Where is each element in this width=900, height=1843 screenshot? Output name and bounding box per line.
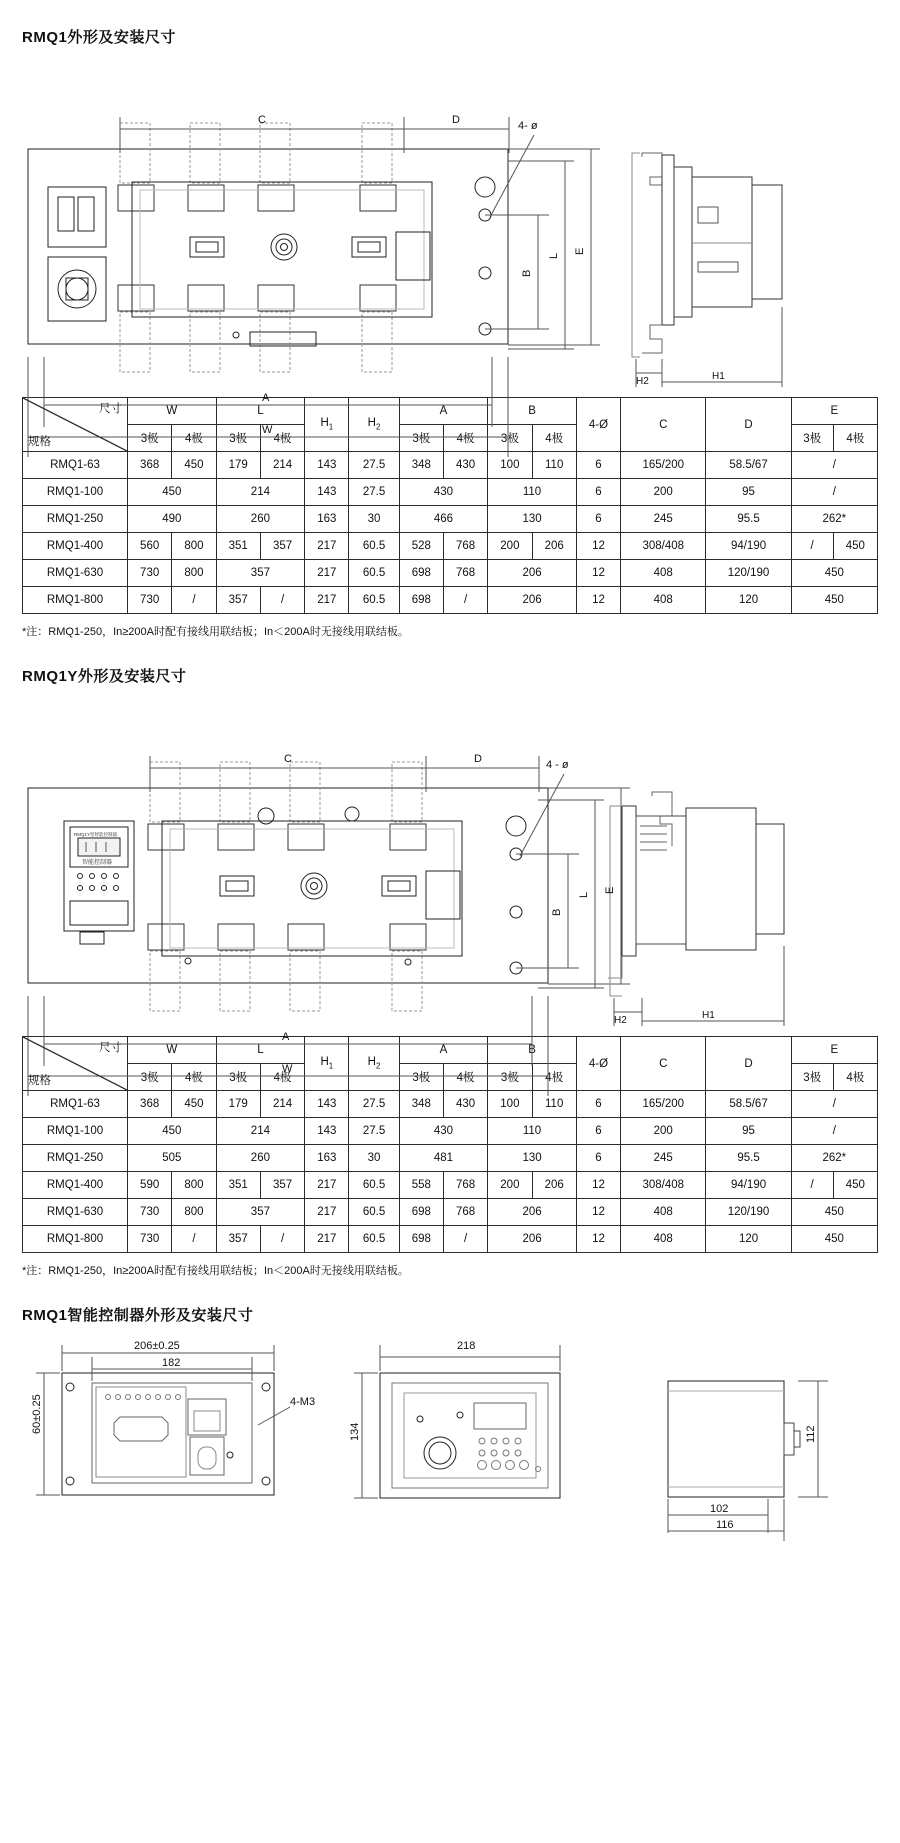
cell: 730 — [128, 1226, 172, 1253]
cell: 560 — [128, 533, 172, 560]
rmq1y-dimension-table — [22, 1036, 878, 1253]
section-title: RMQ1外形及安装尺寸 — [22, 29, 176, 46]
cell: 12 — [576, 560, 620, 587]
cell: 6 — [576, 1091, 620, 1118]
cell: 30 — [349, 1145, 399, 1172]
cell: 450 — [791, 560, 877, 587]
cell: 351 — [216, 1172, 260, 1199]
cell: 6 — [576, 479, 620, 506]
group-header-b: B — [488, 398, 577, 425]
sub-w-4: 4极 — [172, 425, 216, 452]
cell: 179 — [216, 452, 260, 479]
cell: 260 — [216, 506, 305, 533]
dim-label-h2: H2 — [636, 376, 649, 387]
sub-w-3: 3极 — [128, 1064, 172, 1091]
cell: / — [791, 452, 877, 479]
cell: 408 — [621, 560, 706, 587]
dim-label-hole: 4 - ø — [546, 759, 569, 771]
cell: 351 — [216, 533, 260, 560]
group-header-d: D — [706, 398, 791, 452]
cell: 260 — [216, 1145, 305, 1172]
table-row — [23, 506, 878, 533]
group-header-w: W — [128, 398, 217, 425]
cell: 245 — [621, 506, 706, 533]
cell: 27.5 — [349, 1091, 399, 1118]
sub-a-3: 3极 — [399, 425, 443, 452]
corner-label-size: 尺寸 — [99, 1042, 122, 1054]
cell: 430 — [443, 452, 487, 479]
cell: 60.5 — [349, 560, 399, 587]
section-rmq1 — [0, 26, 900, 639]
group-header-l: L — [216, 1037, 305, 1064]
table-row — [23, 1199, 878, 1226]
cell: 490 — [128, 506, 217, 533]
cell: / — [172, 1226, 216, 1253]
cell: 143 — [305, 1091, 349, 1118]
cell: 505 — [128, 1145, 217, 1172]
cell: 408 — [621, 587, 706, 614]
group-header-holes: 4-Ø — [576, 1037, 620, 1091]
cell: 110 — [532, 1091, 576, 1118]
cell: 348 — [399, 1091, 443, 1118]
cell: 800 — [172, 533, 216, 560]
row-model: RMQ1-63 — [23, 452, 128, 479]
cell: 130 — [488, 506, 577, 533]
cell: 450 — [791, 587, 877, 614]
cell: 110 — [532, 452, 576, 479]
group-header-e: E — [791, 398, 877, 425]
cell: 430 — [399, 479, 488, 506]
dim-label-e: E — [604, 886, 616, 894]
cell: 60.5 — [349, 1199, 399, 1226]
cell: 206 — [488, 1226, 577, 1253]
cell: 217 — [305, 587, 349, 614]
dim-label-screw: 4-M3 — [290, 1396, 316, 1408]
cell: 768 — [443, 1172, 487, 1199]
group-header-h2: $H_2$ — [349, 1037, 399, 1091]
group-header-h1: $H_1$ — [305, 398, 349, 452]
sub-e-3: 3极 — [791, 1064, 833, 1091]
cell: 6 — [576, 452, 620, 479]
dim-label-hole: 4- ø — [518, 120, 538, 132]
cell: 143 — [305, 452, 349, 479]
cell: 200 — [621, 479, 706, 506]
cell: 200 — [488, 1172, 532, 1199]
section-title: RMQ1智能控制器外形及安装尺寸 — [22, 1307, 254, 1324]
controller-brand-text: RMQ1Y型智能控制器 — [74, 832, 118, 837]
table-note: *注：RMQ1-250，In≥200A时配有接线用联结板；In＜200A时无接线用联结板。 — [22, 626, 409, 638]
cell: 357 — [216, 587, 260, 614]
cell: 698 — [399, 1226, 443, 1253]
cell: 450 — [833, 533, 877, 560]
cell: 430 — [443, 1091, 487, 1118]
dim-label-b: B — [551, 908, 563, 916]
cell: 110 — [488, 479, 577, 506]
cell: 466 — [399, 506, 488, 533]
dim-label-a: A — [262, 392, 270, 404]
cell: 110 — [488, 1118, 577, 1145]
cell: 120/190 — [706, 560, 791, 587]
row-model: RMQ1-100 — [23, 479, 128, 506]
cell: 408 — [621, 1199, 706, 1226]
sub-w-3: 3极 — [128, 425, 172, 452]
cell: 217 — [305, 1226, 349, 1253]
corner-header-cell — [23, 398, 128, 452]
cell: 163 — [305, 506, 349, 533]
corner-header-cell — [23, 1037, 128, 1091]
cell: 800 — [172, 1199, 216, 1226]
cell: 214 — [260, 1091, 304, 1118]
dim-label-side-height: 112 — [805, 1425, 817, 1443]
sub-b-4: 4极 — [532, 425, 576, 452]
cell: 27.5 — [349, 479, 399, 506]
cell: 800 — [172, 560, 216, 587]
cell: 130 — [488, 1145, 577, 1172]
cell: 357 — [216, 1199, 305, 1226]
cell: 94/190 — [706, 1172, 791, 1199]
row-model: RMQ1-800 — [23, 1226, 128, 1253]
cell: 120 — [706, 587, 791, 614]
sub-l-4: 4极 — [260, 425, 304, 452]
cell: 12 — [576, 587, 620, 614]
cell: 27.5 — [349, 1118, 399, 1145]
cell: 698 — [399, 560, 443, 587]
cell: 60.5 — [349, 1172, 399, 1199]
row-model: RMQ1-250 — [23, 506, 128, 533]
sub-a-4: 4极 — [443, 425, 487, 452]
sub-a-3: 3极 — [399, 1064, 443, 1091]
table-row — [23, 1145, 878, 1172]
sub-b-3: 3极 — [488, 1064, 532, 1091]
table-row — [23, 1226, 878, 1253]
cell: 179 — [216, 1091, 260, 1118]
group-header-c: C — [621, 398, 706, 452]
cell: 143 — [305, 1118, 349, 1145]
cell: 95 — [706, 1118, 791, 1145]
cell: 217 — [305, 1199, 349, 1226]
cell: 100 — [488, 452, 532, 479]
controller-sub-text: 智能控制器 — [82, 860, 113, 866]
cell: 120 — [706, 1226, 791, 1253]
cell: 698 — [399, 587, 443, 614]
section-controller — [0, 1304, 900, 1550]
dim-label-a: A — [282, 1031, 290, 1043]
cell: 217 — [305, 560, 349, 587]
cell: 408 — [621, 1226, 706, 1253]
table-row — [23, 533, 878, 560]
dim-label-d: D — [474, 753, 482, 765]
cell: 60.5 — [349, 587, 399, 614]
corner-label-size: 尺寸 — [99, 403, 122, 415]
cell: 95.5 — [706, 506, 791, 533]
group-header-h1: $H_1$ — [305, 1037, 349, 1091]
cell: / — [791, 533, 833, 560]
cell: 262* — [791, 506, 877, 533]
table-header-row — [23, 1037, 878, 1064]
table-row — [23, 479, 878, 506]
dim-label-l: L — [548, 252, 560, 259]
cell: 27.5 — [349, 452, 399, 479]
sub-l-4: 4极 — [260, 1064, 304, 1091]
cell: 12 — [576, 1199, 620, 1226]
cell: 120/190 — [706, 1199, 791, 1226]
dim-label-d: D — [452, 114, 460, 126]
sub-e-4: 4极 — [833, 425, 877, 452]
sub-e-4: 4极 — [833, 1064, 877, 1091]
group-header-w: W — [128, 1037, 217, 1064]
dim-label-side-depth1: 102 — [710, 1503, 729, 1515]
group-header-holes: 4-Ø — [576, 398, 620, 452]
dim-label-c: C — [258, 114, 266, 126]
dim-label-c: C — [284, 753, 292, 765]
group-header-b: B — [488, 1037, 577, 1064]
dim-label-b: B — [521, 269, 533, 277]
row-model: RMQ1-800 — [23, 587, 128, 614]
cell: / — [791, 1172, 833, 1199]
cell: 768 — [443, 560, 487, 587]
sub-l-3: 3极 — [216, 425, 260, 452]
corner-label-spec: 规格 — [28, 436, 51, 448]
cell: 768 — [443, 1199, 487, 1226]
cell: 768 — [443, 533, 487, 560]
cell: 698 — [399, 1199, 443, 1226]
section-title: RMQ1Y外形及安装尺寸 — [22, 668, 187, 685]
cell: / — [791, 479, 877, 506]
cell: 308/408 — [621, 1172, 706, 1199]
group-header-d: D — [706, 1037, 791, 1091]
cell: 95 — [706, 479, 791, 506]
cell: 357 — [216, 560, 305, 587]
table-header-row — [23, 398, 878, 425]
table-row — [23, 560, 878, 587]
dim-label-side-depth2: 116 — [716, 1519, 734, 1531]
dim-label-h1: H1 — [702, 1010, 715, 1021]
cell: 450 — [172, 452, 216, 479]
cell: / — [791, 1091, 877, 1118]
cell: 217 — [305, 1172, 349, 1199]
table-row — [23, 452, 878, 479]
row-model: RMQ1-63 — [23, 1091, 128, 1118]
table-row — [23, 587, 878, 614]
cell: 450 — [833, 1172, 877, 1199]
table-row — [23, 1091, 878, 1118]
rmq1-dimension-table — [22, 397, 878, 614]
row-model: RMQ1-400 — [23, 1172, 128, 1199]
cell: 481 — [399, 1145, 488, 1172]
dim-label-front-width: 218 — [457, 1340, 476, 1352]
cell: 12 — [576, 1172, 620, 1199]
dim-label-e: E — [574, 247, 586, 255]
group-header-a: A — [399, 398, 488, 425]
dim-label-l: L — [578, 891, 590, 898]
cell: 558 — [399, 1172, 443, 1199]
cell: 214 — [216, 479, 305, 506]
sub-b-3: 3极 — [488, 425, 532, 452]
group-header-a: A — [399, 1037, 488, 1064]
cell: 206 — [532, 533, 576, 560]
corner-label-spec: 规格 — [28, 1075, 51, 1087]
cell: 206 — [532, 1172, 576, 1199]
cell: 60.5 — [349, 533, 399, 560]
cell: 730 — [128, 1199, 172, 1226]
cell: 262* — [791, 1145, 877, 1172]
cell: 58.5/67 — [706, 1091, 791, 1118]
row-model: RMQ1-630 — [23, 560, 128, 587]
row-model: RMQ1-250 — [23, 1145, 128, 1172]
datasheet-page — [0, 26, 900, 1584]
cell: 528 — [399, 533, 443, 560]
cell: 206 — [488, 587, 577, 614]
dim-label-h1: H1 — [712, 371, 725, 382]
dim-label-height-tol: 60±0.25 — [31, 1394, 43, 1434]
cell: 450 — [128, 479, 217, 506]
cell: / — [443, 587, 487, 614]
section-rmq1y — [0, 665, 900, 1278]
cell: 357 — [260, 1172, 304, 1199]
cell: 730 — [128, 560, 172, 587]
cell: 163 — [305, 1145, 349, 1172]
cell: 165/200 — [621, 1091, 706, 1118]
cell: 348 — [399, 452, 443, 479]
sub-b-4: 4极 — [532, 1064, 576, 1091]
cell: 100 — [488, 1091, 532, 1118]
cell: 450 — [791, 1226, 877, 1253]
dim-label-width-tol: 206±0.25 — [134, 1340, 180, 1352]
cell: / — [791, 1118, 877, 1145]
cell: 30 — [349, 506, 399, 533]
cell: 95.5 — [706, 1145, 791, 1172]
cell: 6 — [576, 506, 620, 533]
cell: 12 — [576, 1226, 620, 1253]
sub-e-3: 3极 — [791, 425, 833, 452]
cell: 60.5 — [349, 1226, 399, 1253]
cell: 200 — [621, 1118, 706, 1145]
row-model: RMQ1-100 — [23, 1118, 128, 1145]
group-header-l: L — [216, 398, 305, 425]
cell: / — [260, 1226, 304, 1253]
cell: 450 — [791, 1199, 877, 1226]
row-model: RMQ1-400 — [23, 533, 128, 560]
cell: 206 — [488, 1199, 577, 1226]
cell: 800 — [172, 1172, 216, 1199]
group-header-c: C — [621, 1037, 706, 1091]
dim-label-inner-width: 182 — [162, 1357, 181, 1369]
cell: 590 — [128, 1172, 172, 1199]
group-header-e: E — [791, 1037, 877, 1064]
cell: 165/200 — [621, 452, 706, 479]
cell: 450 — [128, 1118, 217, 1145]
table-note: *注：RMQ1-250，In≥200A时配有接线用联结板；In＜200A时无接线用联结板。 — [22, 1265, 409, 1277]
cell: 217 — [305, 533, 349, 560]
dim-label-h2: H2 — [614, 1015, 627, 1026]
cell: 200 — [488, 533, 532, 560]
group-header-h2: $H_2$ — [349, 398, 399, 452]
cell: / — [172, 587, 216, 614]
cell: 206 — [488, 560, 577, 587]
cell: 214 — [216, 1118, 305, 1145]
cell: 143 — [305, 479, 349, 506]
cell: 58.5/67 — [706, 452, 791, 479]
cell: 730 — [128, 587, 172, 614]
cell: 94/190 — [706, 533, 791, 560]
dim-label-w: W — [282, 1063, 293, 1075]
dim-label-front-height: 134 — [349, 1422, 361, 1441]
cell: 12 — [576, 533, 620, 560]
sub-a-4: 4极 — [443, 1064, 487, 1091]
cell: 368 — [128, 452, 172, 479]
cell: 245 — [621, 1145, 706, 1172]
cell: 308/408 — [621, 533, 706, 560]
cell: 357 — [260, 533, 304, 560]
table-row — [23, 1172, 878, 1199]
cell: 214 — [260, 452, 304, 479]
sub-w-4: 4极 — [172, 1064, 216, 1091]
cell: 6 — [576, 1118, 620, 1145]
row-model: RMQ1-630 — [23, 1199, 128, 1226]
sub-l-3: 3极 — [216, 1064, 260, 1091]
cell: / — [443, 1226, 487, 1253]
cell: 6 — [576, 1145, 620, 1172]
table-row — [23, 1118, 878, 1145]
cell: 450 — [172, 1091, 216, 1118]
dim-label-w: W — [262, 424, 273, 436]
cell: 430 — [399, 1118, 488, 1145]
cell: 368 — [128, 1091, 172, 1118]
cell: 357 — [216, 1226, 260, 1253]
controller-outline-drawing — [22, 1335, 878, 1550]
cell: / — [260, 587, 304, 614]
